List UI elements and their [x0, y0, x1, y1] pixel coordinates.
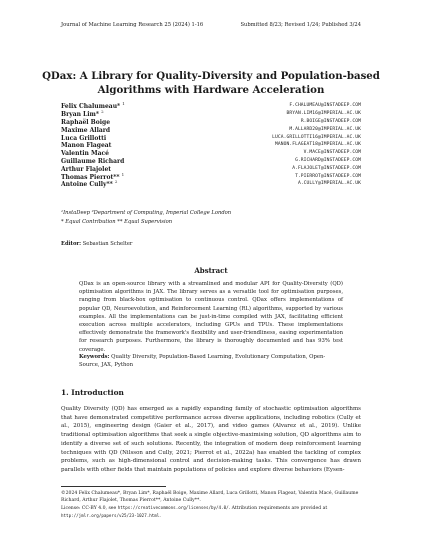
abstract-heading: Abstract	[194, 266, 228, 275]
author-affiliation-mark: 2	[101, 109, 104, 115]
author-row	[61, 180, 361, 188]
author-name: Antoine Cully**	[61, 181, 113, 189]
attribution-link[interactable]: http://jmlr.org/papers/v25/23-1027.html	[61, 513, 160, 518]
author-email[interactable]: A.FLAJOLET@INSTADEEP.COM	[292, 165, 361, 171]
editor-name: Sebastian Schelter	[82, 241, 133, 247]
author-email[interactable]: M.ALLARD20@IMPERIAL.AC.UK	[289, 126, 361, 132]
author-email[interactable]: BRYAN.LIM16@IMPERIAL.AC.UK	[286, 111, 361, 117]
author-affiliation-mark: 1	[121, 171, 125, 177]
author-email[interactable]: A.CULLY@IMPERIAL.AC.UK	[297, 181, 361, 187]
author-name: Maxime Allard	[61, 126, 111, 134]
license-mid: . Attribution requirements are provided at	[228, 506, 328, 511]
license-end: .	[159, 514, 161, 519]
author-name: Thomas Pierrot**	[61, 173, 120, 181]
section-heading: 1. Introduction	[61, 388, 124, 397]
license-prefix: License: CC-BY 4.0, see	[61, 506, 117, 511]
submission-dates: Submitted 8/23; Revised 1/24; Published 3/24	[240, 22, 361, 28]
author-name: Manon Flageat	[61, 142, 112, 150]
author-email[interactable]: T.PIERROT@INSTADEEP.COM	[295, 173, 361, 179]
keywords-text: Quality Diversity, Population-Based Learning, Evolutionary Computation, Open-Source, JAX, Python	[79, 354, 326, 369]
footer	[61, 490, 361, 520]
journal-header	[61, 22, 361, 28]
author-email[interactable]: LUCA.GRILLOTTI16@IMPERIAL.AC.UK	[272, 134, 361, 140]
journal-citation: Journal of Machine Learning Research 25 (2024) 1-16	[61, 22, 204, 28]
author-name: Felix Chalumeau*	[61, 103, 121, 111]
author-email[interactable]: MANON.FLAGEAT18@IMPERIAL.AC.UK	[275, 142, 361, 148]
author-name: Guillaume Richard	[61, 157, 125, 165]
author-email[interactable]: V.MACE@INSTADEEP.COM	[303, 150, 361, 156]
author-affiliation-mark: 1	[122, 101, 125, 107]
copyright-notice: ©2024 Felix Chalumeau*, Bryan Lim*, Raphaël Boige, Maxime Allard, Luca Grillotti, Manon Flageat, Valentin Macé, Guillaume Richard, Arthur Flajolet, Thomas Pierrot**, Antoine Cully**.	[61, 491, 359, 503]
author-email[interactable]: F.CHALUMEAU@INSTADEEP.COM	[289, 103, 361, 109]
footnote-rule	[61, 486, 166, 487]
author-name: Raphaël Boige	[61, 119, 111, 126]
editor-line	[61, 241, 132, 247]
author-email[interactable]: G.RICHARD@INSTADEEP.COM	[295, 157, 361, 163]
editor-label: Editor:	[61, 241, 82, 247]
keywords	[79, 353, 343, 369]
license-link[interactable]: https://creativecommons.org/licenses/by/4.0/	[117, 505, 229, 510]
title-line-2: Algorithms with Hardware Acceleration	[97, 84, 325, 96]
abstract-text: QDax is an open-source library with a streamlined and modular API for Quality-Diversity (QD) optimisation algorithms in JAX. The library serves as a versatile tool for optimisation purposes, ranging from black-box optimisation to continuous control. QDax offers implementations of popular QD, Neuroevolution, and Reinforcement Learning (RL) algorithms, supported by various examples. All the implementations can be just-in-time compiled with JAX, facilitating efficient execution across multiple accelerators, including GPUs and TPUs. These implementations effectively demonstrate the framework's flexibility and user-friendliness, easing experimentation for research purposes. Furthermore, the library is thoroughly documented and has 93% test coverage.	[79, 281, 343, 353]
author-name: Valentin Macé	[61, 150, 109, 158]
paper-title	[40, 69, 382, 97]
author-row	[61, 102, 361, 110]
affiliation-line: ¹InstaDeep ²Department of Computing, Imperial College London	[61, 210, 232, 216]
author-email[interactable]: R.BOIGE@INSTADEEP.COM	[300, 118, 361, 124]
author-list	[61, 102, 361, 188]
title-line-1: QDax: A Library for Quality-Diversity and Population-based	[42, 70, 380, 82]
keywords-label: Keywords:	[79, 354, 110, 360]
license-line	[61, 504, 361, 520]
section-body: Quality Diversity (QD) has emerged as a rapidly expanding family of stochastic optimisation algorithms that have demonstrated competitive performance across diverse applications, including robotics (Cully et al., 2015), engineering design (Gaier et al., 2017), and video games (Alvarez et al., 2019). Unlike traditional optimisation algorithms that seek a single objective-maximising solution, QD algorithms aim to identify a diverse set of such solutions. Recently, the integration of modern deep reinforcement learning techniques with QD (Nilsson and Cully, 2021; Pierrot et al., 2022a) has enabled the tackling of complex problems, such as high-dimensional control and decision-making tasks. This convergence has drawn parallels with other fields that maintain populations of policies and explore diverse behaviors (Eysen-	[61, 406, 361, 473]
contribution-note: * Equal Contribution ** Equal Supervision	[61, 218, 173, 225]
author-name: Luca Grillotti	[61, 134, 107, 142]
affiliations	[61, 209, 361, 226]
author-affiliation-mark: 2	[114, 179, 118, 185]
author-name: Bryan Lim*	[61, 111, 100, 119]
author-name-wrap	[61, 179, 117, 188]
author-name: Arthur Flajolet	[61, 165, 112, 173]
